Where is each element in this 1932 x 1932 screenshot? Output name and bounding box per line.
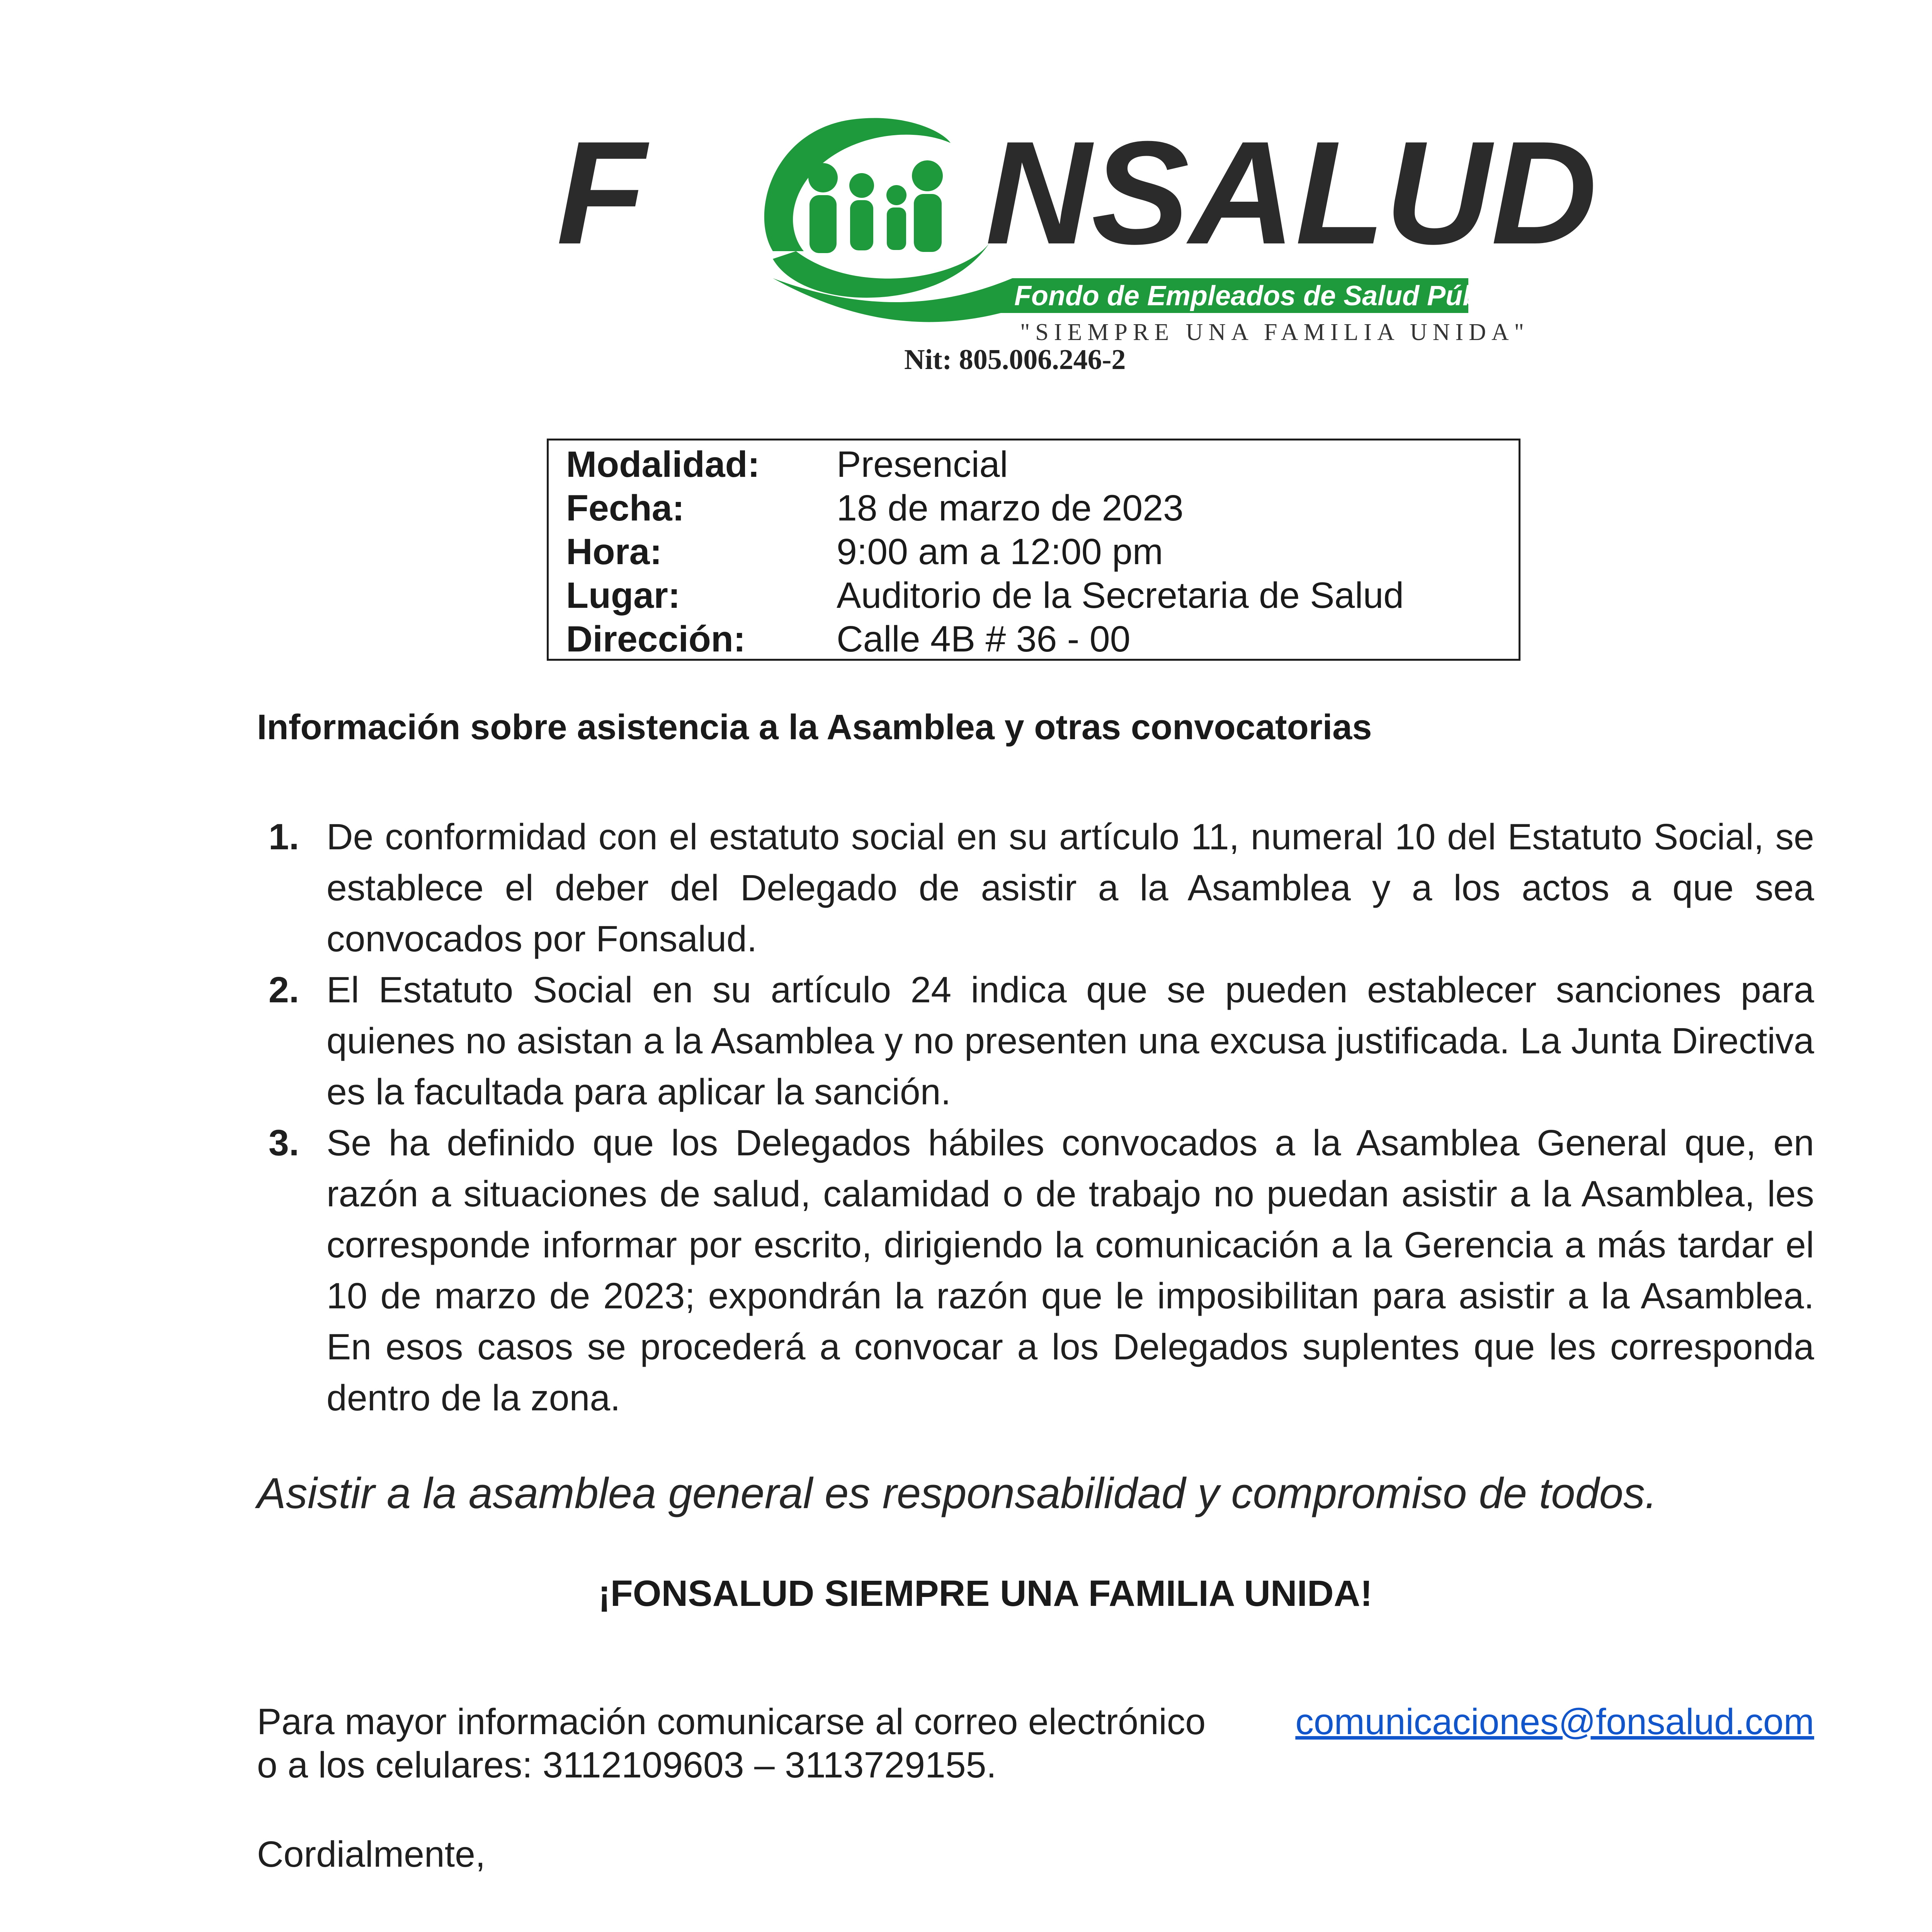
logo-letter-f: F [556, 111, 646, 275]
section-heading: Información sobre asistencia a la Asamblea y otras convocatorias [257, 707, 1372, 747]
list-item-text: El Estatuto Social en su artículo 24 indica que se pueden establecer sanciones para quienes no asistan a la Asamblea y no presenten una excusa justificada. La Junta Directiva es la facultada para aplicar la sanción. [327, 969, 1814, 1112]
info-row-modalidad [566, 443, 1519, 486]
info-row-direccion [566, 617, 1519, 661]
list-item-number: 3. [269, 1122, 299, 1163]
attendance-rules-list [257, 811, 1814, 1423]
info-label: Modalidad: [566, 444, 760, 485]
info-row-fecha [566, 486, 1519, 530]
info-label: Dirección: [566, 619, 746, 660]
info-label: Lugar: [566, 575, 680, 616]
logo-wordmark: NSALUD [985, 111, 1597, 275]
logo-nit: Nit: 805.006.246-2 [904, 344, 1126, 376]
contact-prefix: Para mayor información comunicarse al correo electrónico [257, 1701, 1206, 1742]
fonsalud-logo-graphic [556, 97, 1662, 390]
list-item-text: Se ha definido que los Delegados hábiles convocados a la Asamblea General que, en razón a situaciones de salud, calamidad o de trabajo no puedan asistir a la Asamblea, les corresponde informar por escrito, dirigiendo la comunicación a la Gerencia a más tardar el 10 de marzo de 2023; expondrán la razón que le imposibilitan para asistir a la Asamblea. En esos casos se procederá a convocar a los Delegados suplentes que les corresponda dentro de la zona. [327, 1122, 1814, 1418]
fonsalud-logo [556, 97, 1662, 390]
info-row-lugar [566, 574, 1519, 617]
info-value: Auditorio de la Secretaria de Salud [837, 575, 1404, 616]
info-value: 18 de marzo de 2023 [837, 488, 1184, 529]
info-value: 9:00 am a 12:00 pm [837, 531, 1163, 572]
info-label: Fecha: [566, 488, 685, 529]
list-item [257, 811, 1814, 964]
contact-line-email [257, 1700, 1814, 1743]
list-item-number: 1. [269, 816, 299, 857]
list-item-text: De conformidad con el estatuto social en su artículo 11, numeral 10 del Estatuto Social, se establece el deber del Delegado de asistir a la Asamblea y a los actos a que sea convocados por Fonsalud. [327, 816, 1814, 959]
contact-info [257, 1700, 1814, 1787]
logo-band-text: Fondo de Empleados de Salud Pública Municipal [1014, 281, 1662, 311]
event-info-box [547, 439, 1520, 661]
info-value: Presencial [837, 444, 1008, 485]
motto-text: Asistir a la asamblea general es responsabilidad y compromiso de todos. [257, 1469, 1657, 1517]
slogan-text: ¡FONSALUD SIEMPRE UNA FAMILIA UNIDA! [598, 1573, 1372, 1614]
info-value: Calle 4B # 36 - 00 [837, 619, 1131, 660]
list-item [257, 1117, 1814, 1423]
logo-tagline: "SIEMPRE UNA FAMILIA UNIDA" [1020, 319, 1529, 345]
list-item-number: 2. [269, 969, 299, 1010]
family-emblem-icon [764, 118, 989, 298]
info-row-hora [566, 530, 1519, 574]
email-link[interactable]: comunicaciones@fonsalud.com [1295, 1701, 1814, 1742]
list-item [257, 964, 1814, 1117]
closing-salutation: Cordialmente, [257, 1834, 486, 1875]
info-label: Hora: [566, 531, 662, 572]
contact-phones: o a los celulares: 3112109603 – 3113729155. [257, 1745, 997, 1786]
